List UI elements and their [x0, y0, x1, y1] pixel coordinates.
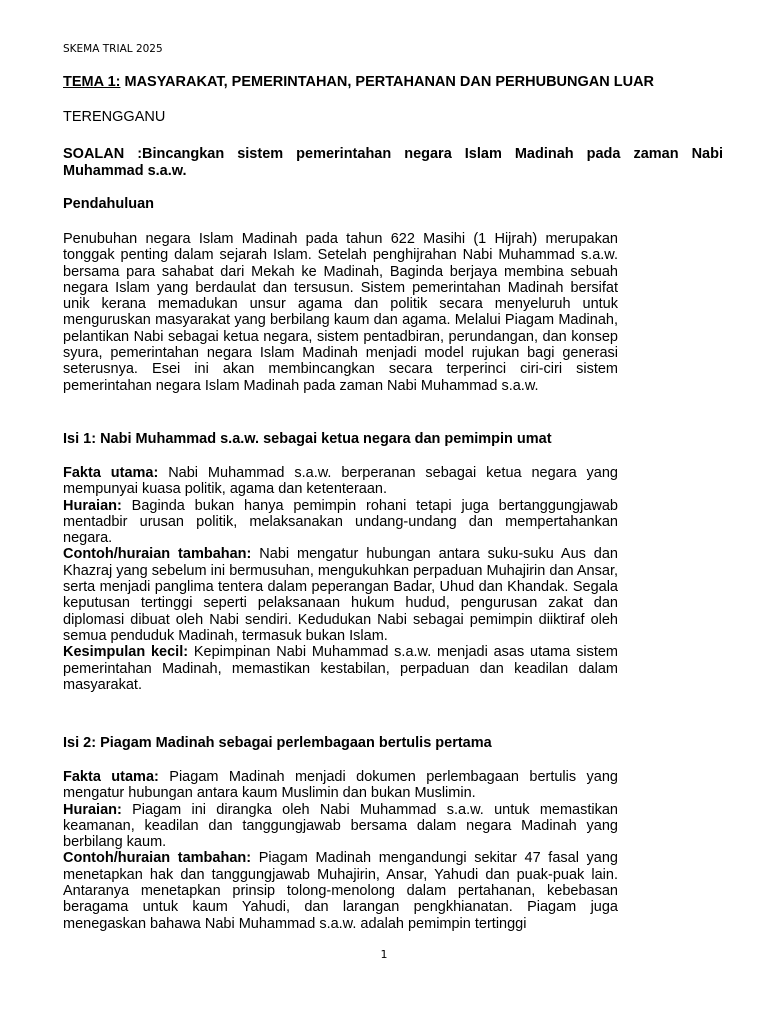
point2-example: Piagam Madinah mengandungi sekitar 47 fasal yang menetapkan hak dan tanggungjawab Muhajirin, Ansar, Yahudi dan puak-puak lain. Antaranya menetapkan prinsip tolong-menolong dalam pertahanan, kebebasan beragama untuk kaum Yahudi, dan larangan pengkhianatan. Piagam juga menegaskan bahawa Nabi Muhammad s.a.w. adalah pemimpin tertinggi: [63, 850, 618, 932]
point2-explanation: Piagam ini dirangka oleh Nabi Muhammad s.a.w. untuk memastikan keamanan, keadilan dan tanggungjawab bersama dalam negara Madinah yang berbilang kaum.: [63, 801, 618, 851]
theme-prefix: TEMA 1:: [63, 74, 121, 90]
document-header: SKEMA TRIAL 2025: [63, 43, 163, 55]
point2-fact-label: Fakta utama:: [63, 769, 159, 785]
point1-conclusion-label: Kesimpulan kecil:: [63, 644, 189, 661]
theme-text: MASYARAKAT, PEMERINTAHAN, PERTAHANAN DAN PERHUBUNGAN LUAR: [120, 74, 655, 90]
point2-example-label: Contoh/huraian tambahan:: [63, 850, 252, 867]
point1-heading: Isi 1: Nabi Muhammad s.a.w. sebagai ketua negara dan pemimpin umat: [63, 431, 552, 447]
page-number: 1: [380, 948, 388, 961]
theme-title: [63, 74, 703, 91]
point1-explanation-label: Huraian:: [63, 497, 122, 514]
point1-fact: Nabi Muhammad s.a.w. berperanan sebagai ketua negara yang mempunyai kuasa politik, agama dan ketenteraan.: [63, 465, 618, 498]
point2-fact: Piagam Madinah menjadi dokumen perlembagaan bertulis yang mengatur hubungan antara kaum Muslimin dan bukan Muslimin.: [63, 769, 618, 802]
state-name: TERENGGANU: [63, 109, 166, 125]
point1-body: [63, 465, 618, 693]
point1-explanation: Baginda bukan hanya pemimpin rohani tetapi juga bertanggungjawab mentadbir urusan politik, melaksanakan undang-undang dan mempertahankan negara.: [63, 497, 618, 547]
point1-example-label: Contoh/huraian tambahan:: [63, 546, 252, 563]
question: SOALAN :Bincangkan sistem pemerintahan negara Islam Madinah pada zaman Nabi Muhammad s.a.w.: [63, 146, 723, 179]
point2-body: [63, 769, 618, 932]
intro-heading: Pendahuluan: [63, 196, 155, 212]
point2-explanation-label: Huraian:: [63, 801, 122, 818]
point1-fact-label: Fakta utama:: [63, 465, 159, 481]
point1-conclusion: Kepimpinan Nabi Muhammad s.a.w. menjadi asas utama sistem pemerintahan Madinah, memastikan kestabilan, perpaduan dan keadilan dalam masyarakat.: [63, 644, 619, 693]
intro-paragraph: Penubuhan negara Islam Madinah pada tahun 622 Masihi (1 Hijrah) merupakan tonggak penting dalam sejarah Islam. Setelah penghijrahan Nabi Muhammad s.a.w. bersama para sahabat dari Mekah ke Madinah, Baginda berjaya membina sebuah negara Islam yang berdaulat dan tersusun. Sistem pemerintahan Madinah bersifat unik kerana memadukan unsur agama dan politik secara menyeluruh untuk menguruskan masyarakat yang berbilang kaum dan agama. Melalui Piagam Madinah, pelantikan Nabi sebagai ketua negara, sistem pentadbiran, perundangan, dan konsep syura, pemerintahan negara Islam Madinah menjadi model rujukan bagi generasi seterusnya. Esei ini akan membincangkan secara terperinci ciri-ciri sistem pemerintahan negara Islam Madinah pada zaman Nabi Muhammad s.a.w.: [63, 231, 618, 394]
point2-heading: Isi 2: Piagam Madinah sebagai perlembagaan bertulis pertama: [63, 735, 492, 751]
point1-example: Nabi mengatur hubungan antara suku-suku Aus dan Khazraj yang sebelum ini bermusuhan, mengukuhkan perpaduan Muhajirin dan Ansar, serta menjadi panglima tentera dalam peperangan Badar, Uhud dan Khandak. Segala keputusan tertinggi seperti pelaksanaan hukum hudud, pengurusan zakat dan diplomasi dibuat oleh Nabi sendiri. Kedudukan Nabi sebagai pemimpin diiktiraf oleh semua penduduk Madinah, termasuk bukan Islam.: [63, 546, 618, 644]
